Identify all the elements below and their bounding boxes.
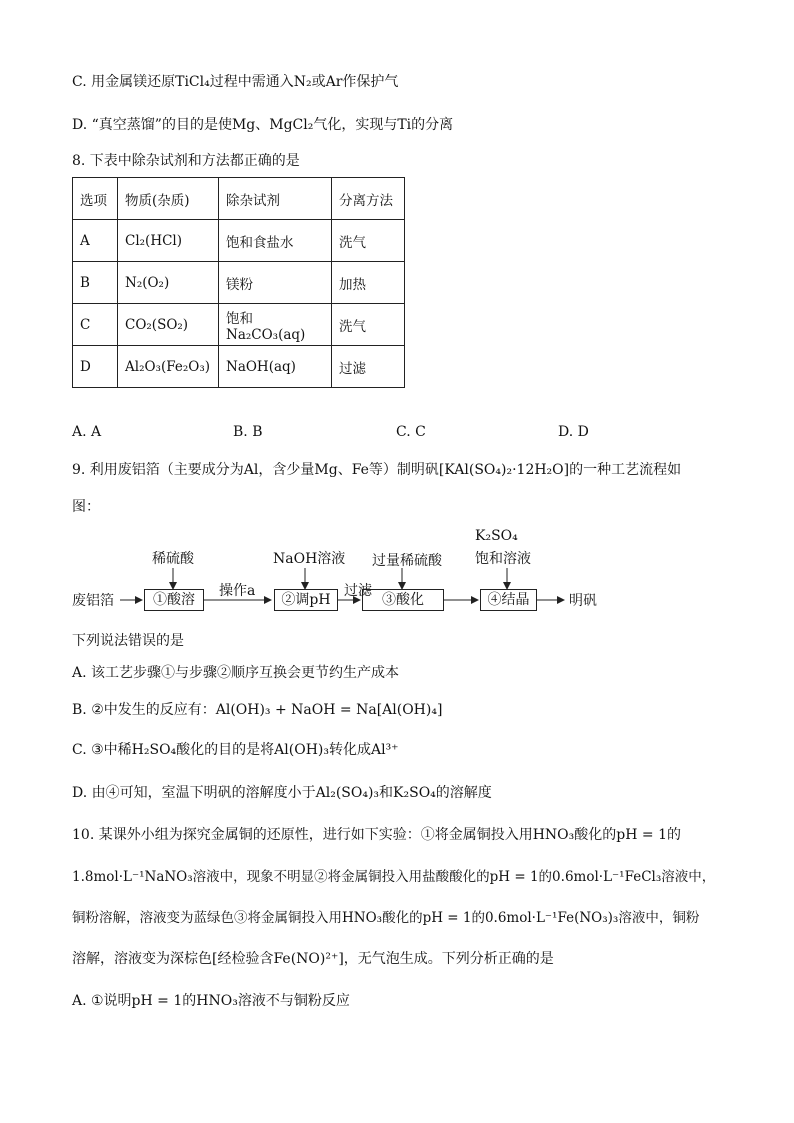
table-row: [73, 346, 405, 388]
q9-option-c: C. ③中稀H₂SO₄酸化的目的是将Al(OH)₃转化成Al³⁺: [72, 742, 399, 758]
q7-option-d: D. “真空蒸馏”的目的是使Mg、MgCl₂气化，实现与Ti的分离: [72, 117, 454, 133]
reagent-excess-sulfuric-acid: 过量稀硫酸: [372, 553, 442, 569]
flow-end-label: 明矾: [569, 593, 597, 609]
q9-option-a: A. 该工艺步骤①与步骤②顺序互换会更节约生产成本: [72, 665, 400, 681]
q10-stem-line1: 10. 某课外小组为探究金属铜的还原性，进行如下实验：①将金属铜投入用HNO₃酸化的pH = 1的: [72, 827, 681, 843]
q9-option-b: B. ②中发生的反应有：Al(OH)₃ + NaOH = Na[Al(OH)₄]: [72, 702, 443, 718]
flow-step-2: ②调pH: [274, 589, 338, 611]
q10-stem-line4: 溶解，溶液变为深棕色[经检验含Fe(NO)²⁺]，无气泡生成。下列分析正确的是: [72, 951, 554, 967]
table-cell: 过滤: [332, 346, 405, 388]
table-cell: 洗气: [332, 220, 405, 262]
q10-stem-line2: 1.8mol·L⁻¹NaNO₃溶液中，现象不明显②将金属铜投入用盐酸酸化的pH = 1的0.6mol·L⁻¹FeCl₃溶液中，: [72, 869, 716, 885]
table-cell: 洗气: [332, 304, 405, 346]
table-cell: C: [73, 304, 118, 346]
table-cell: D: [73, 346, 118, 388]
table-header: 除杂试剂: [219, 178, 332, 220]
q8-option-a: A. A: [72, 424, 102, 440]
arrow-label-operation-a: 操作a: [219, 583, 256, 599]
flow-start-label: 废铝箔: [72, 593, 114, 609]
flow-step-3: ③酸化: [362, 589, 444, 611]
table-header: 分离方法: [332, 178, 405, 220]
reagent-saturated-solution: 饱和溶液: [475, 551, 531, 567]
table-header: 物质(杂质): [118, 178, 219, 220]
table-row: [73, 220, 405, 262]
reagent-dilute-sulfuric-acid: 稀硫酸: [152, 551, 194, 567]
q9-stem-line1: 9. 利用废铝箔（主要成分为Al，含少量Mg、Fe等）制明矾[KAl(SO₄)₂·12H₂O]的一种工艺流程如: [72, 462, 682, 478]
reagent-k2so4: K₂SO₄: [475, 528, 518, 544]
table-cell: Al₂O₃(Fe₂O₃): [118, 346, 219, 388]
arrow-label-filtration: 过滤: [344, 583, 372, 599]
table-cell: 饱和食盐水: [219, 220, 332, 262]
q10-stem-line3: 铜粉溶解，溶液变为蓝绿色③将金属铜投入用HNO₃酸化的pH = 1的0.6mol·L⁻¹Fe(NO₃)₃溶液中，铜粉: [72, 910, 700, 926]
flow-step-1: ①酸溶: [144, 589, 204, 611]
reagent-naoh-solution: NaOH溶液: [273, 551, 346, 567]
table-cell: 饱和Na₂CO₃(aq): [219, 304, 332, 346]
q8-option-b: B. B: [233, 424, 263, 440]
table-row: [73, 304, 405, 346]
process-flow-diagram: [72, 528, 632, 620]
q10-option-a: A. ①说明pH = 1的HNO₃溶液不与铜粉反应: [72, 993, 350, 1009]
flow-step-4: ④结晶: [480, 589, 537, 611]
q8-option-d: D. D: [558, 424, 589, 440]
q8-options: [72, 424, 732, 444]
purification-table: [72, 177, 405, 388]
q8-option-c: C. C: [396, 424, 426, 440]
q9-stem-line2: 图：: [72, 499, 100, 515]
table-cell: Cl₂(HCl): [118, 220, 219, 262]
table-cell: CO₂(SO₂): [118, 304, 219, 346]
q9-prompt: 下列说法错误的是: [72, 633, 184, 649]
table-cell: NaOH(aq): [219, 346, 332, 388]
q9-option-d: D. 由④可知，室温下明矾的溶解度小于Al₂(SO₄)₃和K₂SO₄的溶解度: [72, 785, 492, 801]
table-cell: A: [73, 220, 118, 262]
table-cell: 镁粉: [219, 262, 332, 304]
table-cell: N₂(O₂): [118, 262, 219, 304]
table-header-row: [73, 178, 405, 220]
table-header: 选项: [73, 178, 118, 220]
table-row: [73, 262, 405, 304]
table-cell: B: [73, 262, 118, 304]
q7-option-c: C. 用金属镁还原TiCl₄过程中需通入N₂或Ar作保护气: [72, 74, 399, 90]
table-cell: 加热: [332, 262, 405, 304]
q8-stem: 8. 下表中除杂试剂和方法都正确的是: [72, 153, 300, 169]
